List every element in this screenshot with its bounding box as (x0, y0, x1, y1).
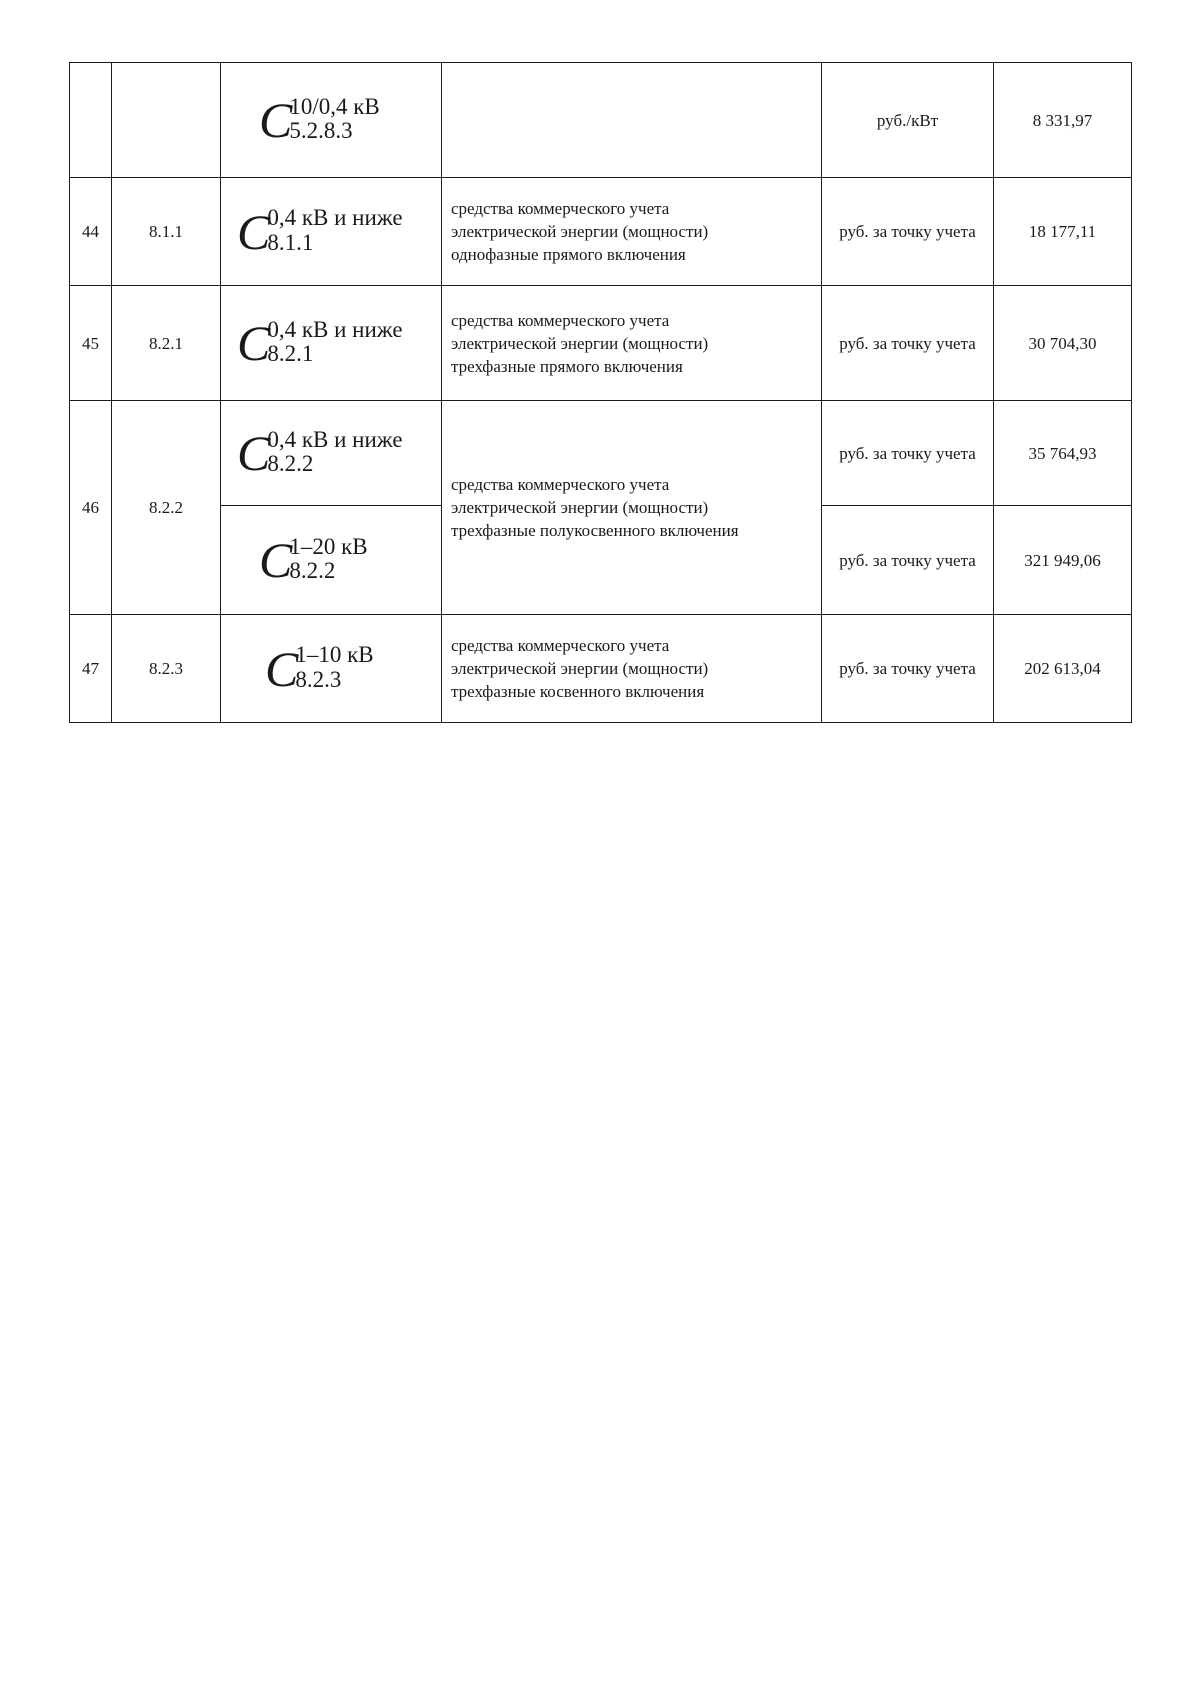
row-description (442, 286, 822, 401)
row-number: 46 (70, 401, 112, 615)
row-description (442, 401, 822, 615)
table-row (70, 178, 1132, 286)
row-unit: руб. за точку учета (822, 506, 994, 615)
row-unit: руб. за точку учета (822, 178, 994, 286)
row-value: 202 613,04 (994, 615, 1132, 723)
description-line: однофазные прямого включения (451, 245, 686, 264)
row-number (70, 63, 112, 178)
rate-symbol (221, 63, 442, 178)
row-number: 44 (70, 178, 112, 286)
tariff-table (69, 62, 1132, 723)
rate-symbol (221, 401, 442, 506)
symbol-superscript: 0,4 кВ и ниже (267, 316, 403, 342)
row-code: 8.2.2 (112, 401, 221, 615)
rate-symbol (221, 615, 442, 723)
row-value: 8 331,97 (994, 63, 1132, 178)
symbol-superscript: 1–20 кВ (289, 533, 368, 559)
symbol-superscript: 10/0,4 кВ (289, 93, 380, 119)
row-number: 45 (70, 286, 112, 401)
description-line: трехфазные полукосвенного включения (451, 521, 739, 540)
symbol-letter: C (237, 425, 271, 481)
symbol-subscript: 8.2.2 (289, 558, 336, 583)
symbol-subscript: 5.2.8.3 (289, 118, 353, 143)
description-line: электрической энергии (мощности) (451, 498, 709, 517)
description-line: средства коммерческого учета (451, 636, 670, 655)
row-code: 8.2.1 (112, 286, 221, 401)
symbol-subscript: 8.2.2 (267, 451, 314, 476)
row-value: 321 949,06 (994, 506, 1132, 615)
symbol-letter: C (237, 315, 271, 371)
row-unit: руб. за точку учета (822, 286, 994, 401)
table-row (70, 615, 1132, 723)
symbol-superscript: 1–10 кВ (295, 642, 374, 668)
row-number: 47 (70, 615, 112, 723)
row-value: 35 764,93 (994, 401, 1132, 506)
symbol-letter: C (259, 92, 293, 148)
row-value: 18 177,11 (994, 178, 1132, 286)
description-line: электрической энергии (мощности) (451, 222, 709, 241)
symbol-subscript: 8.1.1 (267, 229, 314, 255)
table-row (70, 401, 1132, 506)
row-description (442, 178, 822, 286)
description-line: трехфазные прямого включения (451, 356, 683, 376)
row-unit: руб. за точку учета (822, 615, 994, 723)
symbol-subscript: 8.2.1 (267, 341, 314, 366)
description-line: электрической энергии (мощности) (451, 659, 709, 678)
rate-symbol (221, 178, 442, 286)
table-row (70, 286, 1132, 401)
row-description (442, 615, 822, 723)
symbol-superscript: 0,4 кВ и ниже (267, 205, 403, 231)
description-line: средства коммерческого учета (451, 199, 670, 218)
rate-symbol (221, 506, 442, 615)
description-line: средства коммерческого учета (451, 310, 670, 330)
row-unit: руб./кВт (822, 63, 994, 178)
symbol-letter: C (265, 640, 299, 697)
symbol-letter: C (237, 203, 271, 260)
table-row (70, 63, 1132, 178)
description-line: трехфазные косвенного включения (451, 682, 705, 701)
row-description (442, 63, 822, 178)
symbol-subscript: 8.2.3 (295, 666, 342, 692)
row-value: 30 704,30 (994, 286, 1132, 401)
description-line: средства коммерческого учета (451, 475, 670, 494)
row-code: 8.1.1 (112, 178, 221, 286)
symbol-superscript: 0,4 кВ и ниже (267, 426, 403, 452)
rate-symbol (221, 286, 442, 401)
row-code: 8.2.3 (112, 615, 221, 723)
row-code (112, 63, 221, 178)
row-unit: руб. за точку учета (822, 401, 994, 506)
symbol-letter: C (259, 532, 293, 588)
description-line: электрической энергии (мощности) (451, 333, 709, 353)
